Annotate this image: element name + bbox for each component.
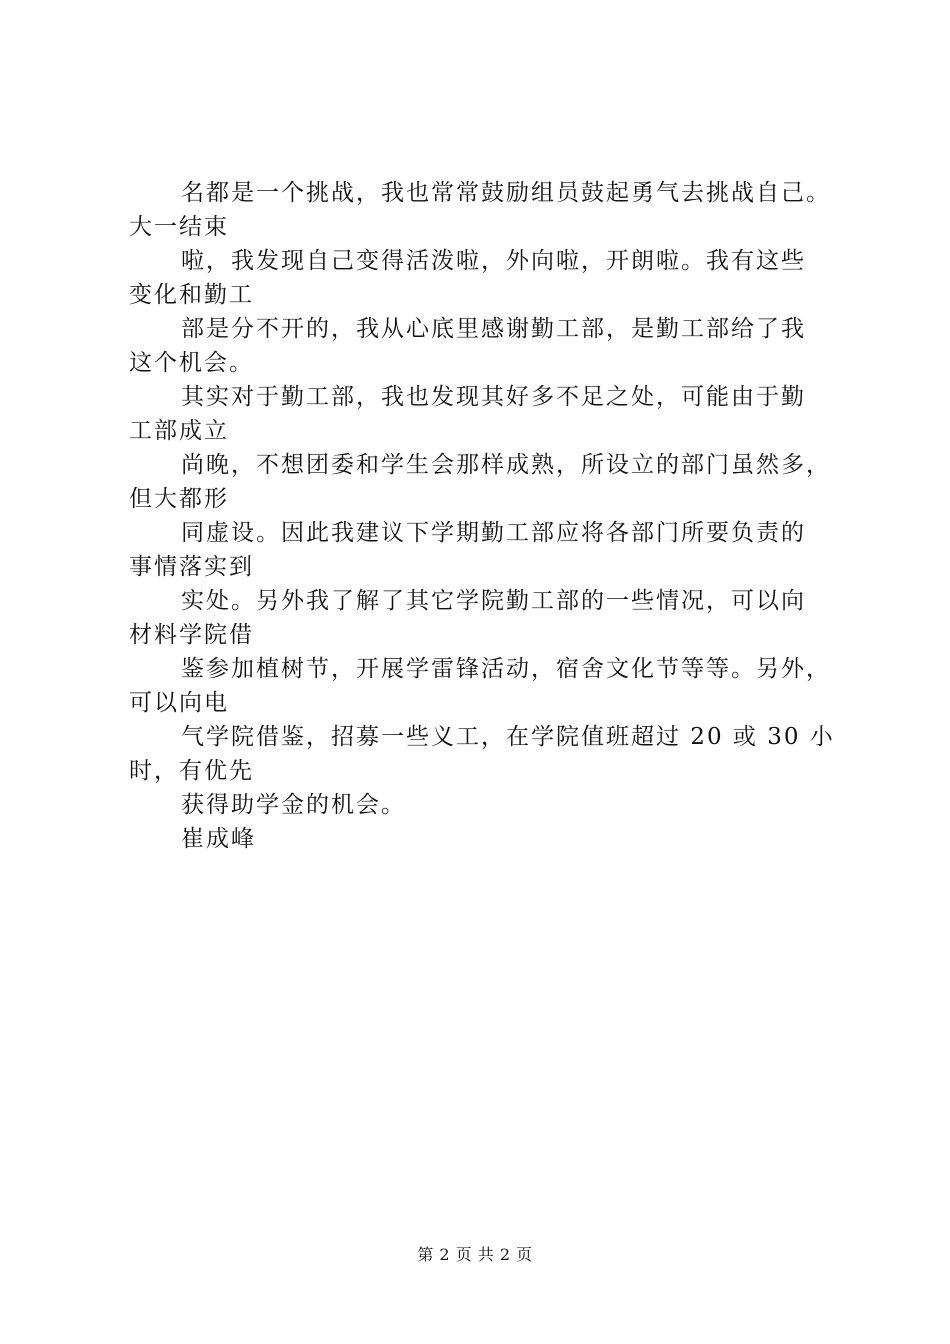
text-line: 材料学院借 bbox=[129, 622, 254, 648]
text-line: 其实对于勤工部，我也发现其好多不足之处，可能由于勤 bbox=[181, 384, 806, 410]
text-line: 但大都形 bbox=[129, 486, 229, 512]
text-line: 工部成立 bbox=[129, 418, 229, 444]
text-line: 啦，我发现自己变得活泼啦，外向啦，开朗啦。我有这些 bbox=[181, 248, 806, 274]
page-footer bbox=[0, 1242, 950, 1265]
text-line: 时，有优先 bbox=[129, 758, 254, 784]
text-line: 可以向电 bbox=[129, 690, 229, 716]
text-line: 变化和勤工 bbox=[129, 282, 254, 308]
document-body bbox=[129, 176, 859, 856]
text-line: 鉴参加植树节，开展学雷锋活动，宿舍文化节等等。另外， bbox=[181, 656, 831, 682]
text-line: 大一结束 bbox=[129, 214, 229, 240]
text-line: 名都是一个挑战，我也常常鼓励组员鼓起勇气去挑战自己。 bbox=[181, 180, 831, 206]
text-line: 实处。另外我了解了其它学院勤工部的一些情况，可以向 bbox=[181, 588, 806, 614]
text-line: 获得助学金的机会。 bbox=[181, 792, 406, 818]
text-line: 这个机会。 bbox=[129, 350, 254, 376]
text-line: 气学院借鉴，招募一些义工，在学院值班超过 20 或 30 小 bbox=[181, 724, 835, 750]
page-number-label: 第 2 页 共 2 页 bbox=[417, 1245, 533, 1264]
text-line: 部是分不开的，我从心底里感谢勤工部，是勤工部给了我 bbox=[181, 316, 806, 342]
text-line: 尚晚，不想团委和学生会那样成熟，所设立的部门虽然多， bbox=[181, 452, 831, 478]
text-line: 事情落实到 bbox=[129, 554, 254, 580]
author-signature: 崔成峰 bbox=[181, 826, 256, 852]
text-line: 同虚设。因此我建议下学期勤工部应将各部门所要负责的 bbox=[181, 520, 806, 546]
